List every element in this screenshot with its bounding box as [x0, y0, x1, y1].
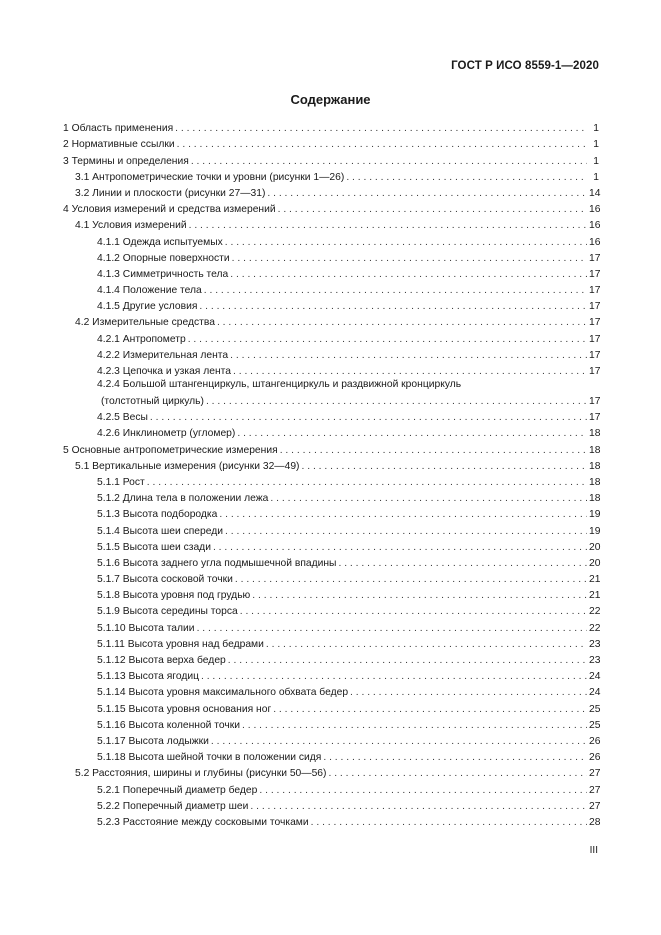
toc-entry-label: 4.2.6 Инклинометр (угломер) — [97, 428, 236, 440]
leader-dots — [233, 365, 587, 378]
toc-entry-page: 23 — [589, 638, 601, 650]
toc-entry[interactable] — [63, 135, 599, 151]
leader-dots — [237, 427, 587, 440]
toc-entry-label: 4.1 Условия измерений — [75, 220, 187, 232]
leader-dots — [338, 557, 587, 570]
toc-entry[interactable] — [63, 602, 599, 618]
toc-entry[interactable] — [63, 554, 599, 570]
toc-entry-page: 17 — [589, 285, 601, 297]
toc-entry[interactable] — [63, 346, 599, 362]
toc-entry-page: 24 — [589, 671, 601, 683]
toc-entry-page: 16 — [589, 236, 601, 248]
toc-entry-page: 25 — [589, 703, 601, 715]
toc-entry-page: 23 — [589, 655, 601, 666]
leader-dots — [242, 719, 587, 732]
table-of-contents — [63, 119, 599, 829]
toc-entry-page: 17 — [589, 366, 601, 377]
toc-entry[interactable] — [63, 362, 599, 378]
toc-entry-label: 4 Условия измерений и средства измерений — [63, 204, 276, 216]
leader-dots — [235, 573, 587, 586]
toc-entry-page: 17 — [589, 301, 601, 313]
toc-entry-label: 5.1.18 Высота шейной точки в положении сидя — [97, 752, 322, 764]
toc-entry[interactable] — [63, 378, 599, 408]
page-number: III — [589, 845, 598, 856]
toc-entry[interactable] — [63, 505, 599, 521]
toc-entry-page: 24 — [589, 687, 601, 699]
toc-entry-label-continued: (толстотный циркуль) — [101, 396, 204, 407]
toc-entry-page: 22 — [589, 622, 601, 634]
toc-entry[interactable] — [63, 249, 599, 265]
leader-dots — [225, 525, 587, 538]
toc-entry-label: 5.2.1 Поперечный диаметр бедер — [97, 784, 258, 796]
toc-entry-page: 21 — [589, 590, 601, 602]
toc-entry[interactable] — [63, 780, 599, 796]
toc-entry-label: 4.2.3 Цепочка и узкая лента — [97, 366, 231, 377]
leader-dots — [323, 751, 587, 764]
toc-entry-page: 1 — [593, 155, 599, 167]
toc-entry[interactable] — [63, 667, 599, 683]
leader-dots — [280, 444, 587, 457]
toc-entry-label: 4.2.5 Весы — [97, 412, 148, 424]
toc-entry-label: 4.2 Измерительные средства — [75, 317, 215, 329]
toc-entry-label: 5.1.1 Рост — [97, 476, 145, 488]
toc-entry-label: 5.1.4 Высота шеи спереди — [97, 525, 224, 537]
leader-dots — [240, 605, 587, 618]
toc-entry-label: 5.1.12 Высота верха бедер — [97, 655, 226, 666]
toc-entry[interactable] — [63, 424, 599, 440]
toc-entry-page: 18 — [589, 460, 601, 472]
toc-entry[interactable] — [63, 699, 599, 715]
leader-dots — [252, 589, 587, 602]
leader-dots — [147, 476, 587, 489]
toc-entry-page: 27 — [589, 768, 601, 780]
toc-entry-page: 17 — [589, 333, 601, 345]
leader-dots — [350, 686, 587, 699]
leader-dots — [213, 541, 587, 554]
toc-entry-label: 4.1.1 Одежда испытуемых — [97, 236, 223, 248]
toc-entry-page: 27 — [589, 800, 601, 812]
toc-entry-label: 5.1.15 Высота уровня основания ног — [97, 703, 272, 715]
leader-dots — [219, 508, 587, 521]
toc-entry-label: 5.1.10 Высота талии — [97, 622, 195, 634]
leader-dots — [273, 703, 587, 716]
leader-dots — [201, 670, 587, 683]
toc-entry-page: 17 — [589, 412, 601, 424]
leader-dots — [230, 349, 587, 362]
toc-entry-label: 4.2.2 Измерительная лента — [97, 349, 229, 361]
toc-entry[interactable] — [63, 683, 599, 699]
toc-entry-page: 16 — [589, 204, 601, 216]
toc-entry-page: 20 — [589, 557, 601, 569]
leader-dots — [150, 411, 587, 424]
leader-dots — [217, 316, 587, 329]
toc-entry-page: 18 — [589, 428, 601, 440]
toc-entry[interactable] — [63, 281, 599, 297]
toc-entry[interactable] — [63, 216, 599, 232]
toc-entry[interactable] — [63, 586, 599, 602]
toc-entry[interactable] — [63, 313, 599, 329]
leader-dots — [302, 460, 588, 473]
toc-entry-label: 5.2.3 Расстояние между сосковыми точками — [97, 816, 309, 828]
leader-dots — [204, 284, 587, 297]
toc-entry[interactable] — [63, 570, 599, 586]
toc-entry-label: 5.2.2 Поперечный диаметр шеи — [97, 800, 249, 812]
toc-entry[interactable] — [63, 184, 599, 200]
toc-entry[interactable] — [63, 635, 599, 651]
toc-entry-label: 5.2 Расстояния, ширины и глубины (рисунки 50—56) — [75, 768, 327, 780]
toc-entry-label: 5.1.2 Длина тела в положении лежа — [97, 493, 269, 505]
toc-entry-label: 5.1.3 Высота подбородка — [97, 509, 218, 521]
leader-dots — [267, 187, 587, 200]
leader-dots — [189, 219, 587, 232]
toc-entry-page: 17 — [589, 317, 601, 329]
toc-entry-label: 5.1.11 Высота уровня над бедрами — [97, 638, 264, 650]
toc-entry-label: 5.1.8 Высота уровня под грудью — [97, 590, 251, 602]
leader-dots — [188, 333, 587, 346]
toc-entry-page: 25 — [589, 719, 601, 731]
leader-dots — [278, 203, 587, 216]
leader-dots — [346, 171, 587, 184]
toc-entry[interactable] — [63, 651, 599, 667]
leader-dots — [175, 122, 587, 135]
toc-entry-label: 5.1.14 Высота уровня максимального обхвата бедер — [97, 687, 349, 699]
standard-designation: ГОСТ Р ИСО 8559-1—2020 — [451, 60, 599, 72]
toc-entry-page: 26 — [589, 752, 601, 764]
leader-dots — [225, 236, 587, 249]
toc-entry-page: 22 — [589, 606, 601, 618]
page-title: Содержание — [290, 92, 371, 107]
toc-entry-label: 5.1.16 Высота коленной точки — [97, 719, 240, 731]
leader-dots — [197, 622, 587, 635]
toc-entry-page: 1 — [593, 123, 599, 135]
toc-entry-page: 17 — [589, 268, 601, 280]
toc-entry-label: 5.1.17 Высота лодыжки — [97, 735, 209, 747]
leader-dots — [270, 492, 587, 505]
toc-entry-label: 2 Нормативные ссылки — [63, 139, 175, 151]
toc-entry[interactable] — [63, 538, 599, 554]
toc-entry-label: 5.1.5 Высота шеи сзади — [97, 541, 211, 553]
toc-entry-label: 4.1.5 Другие условия — [97, 301, 198, 313]
leader-dots — [250, 800, 587, 813]
toc-entry-page: 26 — [589, 735, 601, 747]
toc-entry[interactable] — [63, 408, 599, 424]
leader-dots — [228, 654, 587, 667]
leader-dots — [206, 395, 587, 408]
leader-dots — [199, 300, 587, 313]
toc-entry-label: 5.1.7 Высота сосковой точки — [97, 574, 233, 586]
toc-entry[interactable] — [63, 732, 599, 748]
toc-entry-page: 1 — [593, 139, 599, 151]
toc-entry[interactable] — [63, 232, 599, 248]
toc-entry-page: 19 — [589, 509, 601, 521]
toc-entry-label: 5.1.13 Высота ягодиц — [97, 671, 199, 683]
toc-entry-page: 17 — [589, 349, 601, 361]
toc-entry-page: 28 — [589, 816, 601, 828]
toc-entry[interactable] — [63, 457, 599, 473]
toc-entry-page: 18 — [589, 493, 601, 505]
toc-entry[interactable] — [63, 618, 599, 634]
toc-entry[interactable] — [63, 748, 599, 764]
toc-entry-label: 5.1.9 Высота середины торса — [97, 606, 238, 618]
leader-dots — [311, 816, 587, 829]
toc-entry-page: 18 — [589, 444, 601, 456]
toc-entry-label: 4.1.4 Положение тела — [97, 285, 202, 297]
leader-dots — [328, 767, 587, 780]
toc-entry-page: 1 — [593, 171, 599, 183]
toc-entry[interactable] — [63, 151, 599, 167]
toc-entry[interactable] — [63, 168, 599, 184]
toc-entry-label: 5 Основные антропометрические измерения — [63, 444, 278, 456]
toc-entry-label: 4.1.3 Симметричность тела — [97, 268, 229, 280]
toc-entry-page: 16 — [589, 220, 601, 232]
leader-dots — [259, 784, 587, 797]
leader-dots — [232, 252, 587, 265]
toc-entry[interactable] — [63, 329, 599, 345]
toc-entry-page: 27 — [589, 784, 601, 796]
toc-entry-page: 17 — [589, 396, 601, 407]
toc-entry[interactable] — [63, 265, 599, 281]
toc-entry-label: 3 Термины и определения — [63, 155, 189, 167]
toc-entry-page: 20 — [589, 541, 601, 553]
toc-entry[interactable] — [63, 200, 599, 216]
leader-dots — [177, 138, 587, 151]
toc-entry-label: 5.1 Вертикальные измерения (рисунки 32—49) — [75, 460, 300, 472]
toc-entry-label: 4.2.1 Антропометр — [97, 333, 186, 345]
toc-entry[interactable] — [63, 521, 599, 537]
toc-entry[interactable] — [63, 797, 599, 813]
toc-entry-label: 4.1.2 Опорные поверхности — [97, 252, 230, 264]
toc-entry-label: 5.1.6 Высота заднего угла подмышечной впадины — [97, 557, 337, 569]
toc-entry[interactable] — [63, 297, 599, 313]
toc-entry[interactable] — [63, 473, 599, 489]
leader-dots — [191, 155, 587, 168]
toc-entry[interactable] — [63, 764, 599, 780]
toc-entry[interactable] — [63, 716, 599, 732]
leader-dots — [211, 735, 587, 748]
leader-dots — [230, 268, 587, 281]
toc-entry-page: 18 — [589, 476, 601, 488]
toc-entry-page: 21 — [589, 574, 601, 586]
toc-entry[interactable] — [63, 813, 599, 829]
toc-entry-page: 17 — [589, 252, 601, 264]
toc-entry-label: 4.2.4 Большой штангенциркуль, штангенциркуль и раздвижной кронциркуль — [97, 379, 462, 390]
toc-entry-label: 1 Область применения — [63, 123, 174, 135]
toc-entry[interactable] — [63, 119, 599, 135]
toc-entry-page: 19 — [589, 525, 601, 537]
toc-entry[interactable] — [63, 489, 599, 505]
leader-dots — [266, 638, 587, 651]
toc-entry-label: 3.2 Линии и плоскости (рисунки 27—31) — [75, 187, 266, 199]
toc-entry-label: 3.1 Антропометрические точки и уровни (рисунки 1—26) — [75, 171, 345, 183]
toc-entry[interactable] — [63, 440, 599, 456]
toc-entry-page: 14 — [589, 187, 601, 199]
